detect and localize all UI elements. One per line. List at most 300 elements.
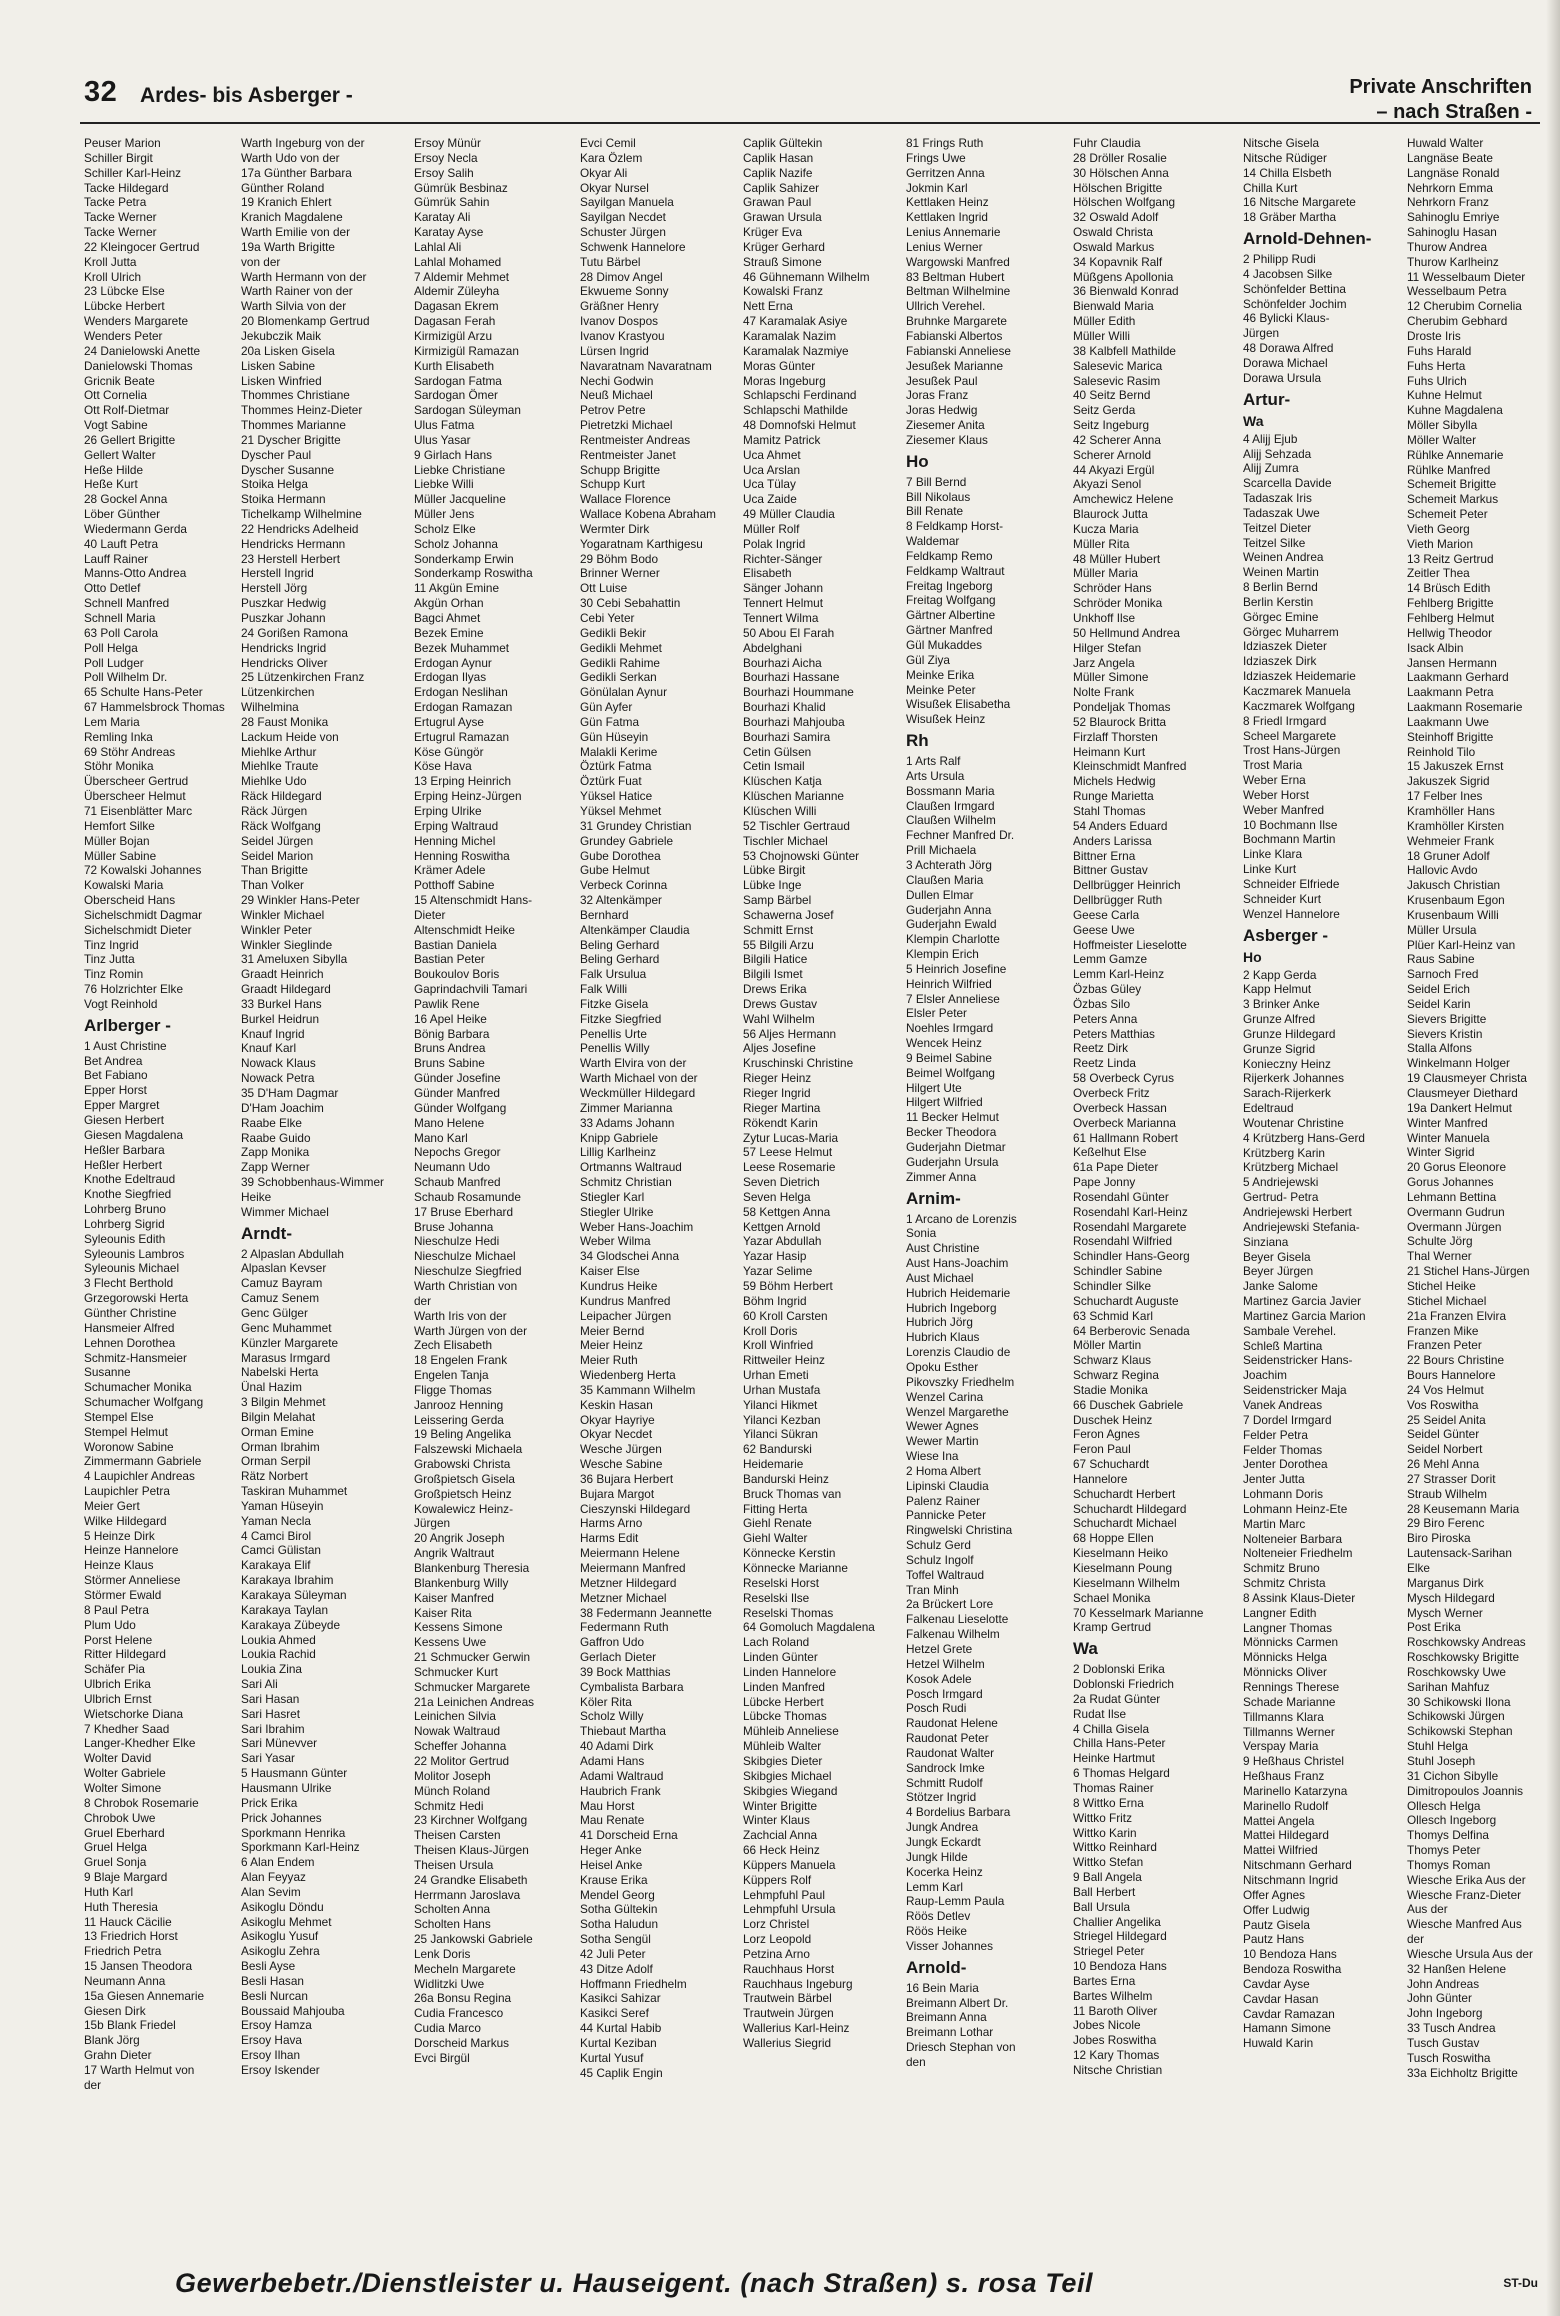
resident-entry: 61 Hallmann Robert	[1073, 1130, 1178, 1145]
resident-entry: Wallerius Siegrid	[743, 2036, 832, 2050]
resident-entry: Michels Hedwig	[1073, 774, 1156, 789]
resident-entry: 33 Burkel Hans	[241, 996, 322, 1011]
resident-entry: Caplik Hasan	[743, 150, 814, 165]
resident-entry: Caplik Sahizer	[743, 180, 820, 195]
resident-entry: Bruck Thomas van	[743, 1486, 842, 1501]
resident-entry: Sari Münevver	[241, 1736, 318, 1751]
resident-entry: Großpietsch Heinz	[414, 1486, 512, 1501]
resident-entry: Gedikli Serkan	[580, 670, 657, 685]
resident-entry: Grahn Dieter	[84, 2048, 152, 2063]
resident-entry: Schuchardt Herbert	[1073, 1486, 1176, 1501]
resident-entry: Sotha Sengül	[580, 1932, 651, 1947]
resident-entry: Meinke Erika	[906, 667, 975, 682]
resident-entry: Pape Jonny	[1073, 1175, 1136, 1190]
resident-entry: Yazar Abdullah	[743, 1234, 822, 1249]
resident-entry: Chrobok Uwe	[84, 1810, 156, 1825]
resident-entry: 17 Bruse Eberhard	[414, 1204, 514, 1219]
resident-entry: Brinner Werner	[580, 566, 660, 581]
resident-entry: Schmitt Rudolf	[906, 1775, 983, 1790]
resident-entry: Seidel Karin	[1407, 996, 1471, 1011]
resident-entry: 1 Arts Ralf	[906, 754, 961, 769]
resident-entry: Dagasan Ferah	[414, 314, 496, 329]
resident-entry: Drews Erika	[743, 982, 807, 997]
resident-entry: Metzner Michael	[580, 1590, 667, 1605]
resident-entry: Rosendahl Günter	[1073, 1189, 1169, 1204]
resident-entry: Heinze Klaus	[84, 1558, 154, 1573]
resident-entry: 24 Danielowski Anette	[84, 343, 201, 358]
resident-entry: Reetz Dirk	[1073, 1041, 1129, 1056]
resident-entry: Sotha Gültekin	[580, 1902, 658, 1917]
resident-entry: 13 Friedrich Horst	[84, 1929, 178, 1944]
resident-entry: Grunze Hildegard	[1243, 1026, 1336, 1041]
resident-entry: der	[84, 2077, 102, 2092]
resident-entry: Tillmanns Klara	[1243, 1709, 1324, 1724]
resident-entry: Hemfort Silke	[84, 818, 155, 833]
resident-entry: Hubrich Jörg	[906, 1315, 973, 1330]
resident-entry: Chilla Hans-Peter	[1073, 1736, 1166, 1751]
resident-entry: Elisabeth	[743, 566, 792, 581]
resident-entry: Müller Simone	[1073, 670, 1149, 685]
resident-entry: Winkler Sieglinde	[241, 937, 333, 952]
district-subheading: Wa	[1243, 412, 1264, 429]
resident-entry: Jürgen	[414, 1516, 451, 1531]
resident-entry: Andriejewski Stefania-	[1243, 1219, 1360, 1234]
resident-entry: Claußen Maria	[906, 872, 984, 887]
resident-entry: 22 Hendricks Adelheid	[241, 521, 359, 536]
street-heading: Arnim-	[906, 1188, 961, 1208]
resident-entry: Besli Ayse	[241, 1959, 296, 1974]
resident-entry: 19 Beling Angelika	[414, 1427, 512, 1442]
resident-entry: 12 Cherubim Cornelia	[1407, 299, 1522, 314]
resident-entry: Stuhl Joseph	[1407, 1753, 1476, 1768]
resident-entry: 18 Gräber Martha	[1243, 210, 1337, 225]
resident-entry: 55 Bilgili Arzu	[743, 937, 814, 952]
resident-entry: Räck Wolfgang	[241, 818, 321, 833]
section-heading-right	[1349, 75, 1532, 125]
resident-entry: Drews Gustav	[743, 996, 818, 1011]
resident-entry: Gerritzen Anna	[906, 165, 985, 180]
resident-entry: Aus der	[1407, 1902, 1448, 1917]
resident-entry: Sardogan Süleyman	[414, 403, 521, 418]
resident-entry: Weckmüller Hildegard	[580, 1086, 696, 1100]
resident-entry: 49 Müller Claudia	[743, 507, 835, 522]
resident-entry: Zech Elisabeth	[414, 1338, 493, 1353]
resident-entry: 7 Dordel Irmgard	[1243, 1412, 1332, 1427]
resident-entry: Janrooz Henning	[414, 1397, 504, 1412]
resident-entry: Sari Yasar	[241, 1751, 295, 1766]
resident-entry: Metzner Hildegard	[580, 1575, 677, 1590]
resident-entry: Thurow Karlheinz	[1407, 254, 1499, 269]
resident-entry: Wittko Karin	[1073, 1825, 1137, 1840]
resident-entry: Schaub Manfred	[414, 1175, 501, 1190]
resident-entry: 46 Gühnemann Wilhelm	[743, 269, 870, 284]
resident-entry: Schmitt Ernst	[743, 922, 814, 937]
resident-entry: Schmucker Kurt	[414, 1664, 498, 1679]
resident-entry: Wesche Jürgen	[580, 1442, 662, 1457]
resident-entry: Tennert Wilma	[743, 611, 819, 625]
resident-entry: Löber Günther	[84, 507, 161, 522]
resident-entry: Tacke Werner	[84, 225, 157, 240]
resident-entry: Kurtal Yusuf	[580, 2050, 644, 2065]
resident-entry: Kuhne Helmut	[1407, 388, 1482, 403]
resident-entry: Rauchhaus Horst	[743, 1961, 835, 1976]
resident-entry: Gedikli Bekir	[580, 625, 647, 640]
resident-entry: Sardogan Fatma	[414, 373, 502, 388]
resident-entry: Bruse Johanna	[414, 1219, 494, 1234]
resident-entry: 2 Kapp Gerda	[1243, 967, 1317, 982]
resident-entry: Dorawa Ursula	[1243, 370, 1322, 385]
resident-entry: Warth Silvia von der	[241, 299, 347, 314]
resident-entry: Lackum Heide von	[241, 729, 339, 744]
resident-entry: Posch Irmgard	[906, 1686, 983, 1701]
resident-entry: Sayilgan Necdet	[580, 210, 666, 225]
resident-entry: 43 Ditze Adolf	[580, 1961, 653, 1976]
resident-entry: Bruns Sabine	[414, 1056, 485, 1071]
resident-entry: Lübcke Herbert	[743, 1694, 824, 1709]
resident-entry: Schiller Birgit	[84, 150, 153, 165]
resident-entry: Schmucker Margarete	[414, 1679, 531, 1694]
resident-entry: Stempel Else	[84, 1409, 154, 1424]
resident-entry: Falszewski Michaela	[414, 1442, 523, 1457]
resident-entry: Steinhoff Brigitte	[1407, 729, 1494, 744]
resident-entry: Ott Rolf-Dietmar	[84, 403, 170, 418]
resident-entry: Bezek Emine	[414, 625, 484, 640]
resident-entry: Stiegler Karl	[580, 1189, 645, 1204]
resident-entry: Richter-Sänger	[743, 551, 823, 566]
resident-entry: 2 Doblonski Erika	[1073, 1662, 1165, 1677]
resident-entry: 24 Grandke Elisabeth	[414, 1872, 528, 1887]
resident-entry: 6 Alan Endem	[241, 1855, 315, 1870]
resident-entry: Tichelkamp Wilhelmine	[241, 507, 362, 522]
resident-entry: Kowalewicz Heinz-	[414, 1501, 513, 1516]
resident-entry: Overmann Jürgen	[1407, 1219, 1502, 1234]
resident-entry: Meinke Peter	[906, 682, 976, 697]
resident-entry: 67 Schuchardt	[1073, 1457, 1150, 1472]
resident-entry: Hendricks Ingrid	[241, 640, 327, 655]
resident-entry: 23 Herstell Herbert	[241, 551, 341, 566]
resident-entry: Gruel Eberhard	[84, 1825, 165, 1840]
resident-entry: Joachim	[1243, 1368, 1287, 1383]
resident-entry: Peuser Marion	[84, 136, 161, 150]
resident-entry: Nowack Klaus	[241, 1056, 316, 1071]
resident-entry: Blankenburg Theresia	[414, 1561, 530, 1575]
resident-entry: Raudonat Helene	[906, 1716, 998, 1731]
resident-entry: Ollesch Helga	[1407, 1798, 1481, 1813]
resident-entry: Moras Ingeburg	[743, 373, 826, 388]
resident-entry: Hubrich Heidemarie	[906, 1285, 1011, 1300]
resident-entry: Guderjahn Ursula	[906, 1154, 999, 1169]
resident-entry: Ball Ursula	[1073, 1899, 1131, 1914]
resident-entry: Lehmpfuhl Ursula	[743, 1902, 836, 1917]
resident-entry: Heisel Anke	[580, 1857, 643, 1872]
resident-entry: 33a Eichholtz Brigitte	[1407, 2065, 1518, 2080]
resident-entry: Rühlke Manfred	[1407, 462, 1491, 477]
resident-entry: Rittweiler Heinz	[743, 1353, 825, 1368]
resident-entry: Ringwelski Christina	[906, 1523, 1013, 1538]
resident-entry: Kaiser Rita	[414, 1605, 472, 1620]
resident-entry: Scholten Hans	[414, 1917, 491, 1932]
resident-entry: Heßler Barbara	[84, 1142, 165, 1157]
resident-entry: Schmitz Bruno	[1243, 1561, 1320, 1576]
resident-entry: 64 Berberovic Senada	[1073, 1323, 1190, 1338]
resident-entry: 16 Nitsche Margarete	[1243, 195, 1356, 210]
resident-entry: Roschkowsky Uwe	[1407, 1664, 1506, 1679]
resident-entry: 45 Caplik Engin	[580, 2065, 663, 2080]
resident-entry: Liebke Christiane	[414, 462, 506, 477]
resident-entry: Wiesche Manfred Aus	[1407, 1917, 1522, 1932]
resident-entry: Karakaya Elif	[241, 1558, 311, 1573]
resident-entry: 21 Dyscher Brigitte	[241, 432, 341, 447]
directory-column-1	[84, 136, 234, 2093]
resident-entry: John Ingeborg	[1407, 2006, 1483, 2021]
resident-entry: Ertugrul Ramazan	[414, 729, 510, 744]
resident-entry: Driesch Stephan von	[906, 2040, 1016, 2055]
resident-entry: Giehl Renate	[743, 1516, 812, 1531]
resident-entry: Seitz Gerda	[1073, 403, 1136, 418]
resident-entry: Kieselmann Poung	[1073, 1561, 1173, 1575]
resident-entry: Biro Piroska	[1407, 1531, 1471, 1546]
resident-entry: Karamalak Nazmiye	[743, 343, 849, 358]
resident-entry: Grawan Paul	[743, 195, 812, 210]
resident-entry: Linke Klara	[1243, 847, 1303, 862]
resident-entry: Karakaya Taylan	[241, 1602, 329, 1617]
resident-entry: Uca Zaide	[743, 492, 797, 507]
resident-entry: 69 Stöhr Andreas	[84, 744, 176, 759]
resident-entry: Uca Tülay	[743, 477, 796, 492]
resident-entry: Hoffmann Friedhelm	[580, 1976, 687, 1991]
resident-entry: Boussaid Mahjouba	[241, 2003, 345, 2018]
resident-entry: Gün Ayfer	[580, 700, 633, 715]
resident-entry: Köler Rita	[580, 1694, 632, 1709]
resident-entry: Klempin Erich	[906, 947, 979, 962]
resident-entry: 35 Kammann Wilhelm	[580, 1382, 696, 1397]
resident-entry: Erping Heinz-Jürgen	[414, 789, 522, 804]
resident-entry: Kaczmarek Manuela	[1243, 684, 1351, 698]
resident-entry: Raabe Elke	[241, 1115, 302, 1130]
resident-entry: Lisken Winfried	[241, 373, 322, 388]
resident-entry: Palenz Rainer	[906, 1493, 981, 1508]
resident-entry: Beling Gerhard	[580, 937, 660, 952]
resident-entry: der	[414, 1293, 432, 1308]
resident-entry: Stichel Heike	[1407, 1278, 1476, 1293]
resident-entry: Schupp Brigitte	[580, 462, 661, 477]
resident-entry: Genc Gülger	[241, 1305, 308, 1320]
resident-entry: Lahlal Ali	[414, 239, 462, 254]
resident-entry: Kleinschmidt Manfred	[1073, 759, 1187, 774]
resident-entry: Lohrberg Sigrid	[84, 1216, 165, 1231]
resident-entry: Chilla Kurt	[1243, 180, 1298, 195]
resident-entry: Martinez Garcia Marion	[1243, 1308, 1366, 1323]
resident-entry: Blankenburg Willy	[414, 1575, 509, 1590]
resident-entry: Pautz Hans	[1243, 1932, 1304, 1947]
resident-entry: Tadaszak Uwe	[1243, 505, 1320, 520]
resident-entry: Straub Wilhelm	[1407, 1486, 1487, 1501]
resident-entry: Gümrük Besbinaz	[414, 180, 508, 195]
resident-entry: Grawan Ursula	[743, 210, 822, 225]
resident-entry: Hubrich Klaus	[906, 1330, 980, 1345]
resident-entry: Wallerius Karl-Heinz	[743, 2021, 850, 2036]
resident-entry: Malakli Kerime	[580, 744, 658, 759]
resident-entry: Lützenkirchen	[241, 685, 315, 700]
resident-entry: Giesen Dirk	[84, 2003, 146, 2018]
resident-entry: Bilgin Melahat	[241, 1409, 316, 1424]
resident-entry: 40 Lauft Petra	[84, 536, 159, 551]
resident-entry: Kucza Maria	[1073, 521, 1139, 536]
resident-entry: Jarz Angela	[1073, 655, 1135, 670]
resident-entry: 29 Winkler Hans-Peter	[241, 893, 360, 908]
resident-entry: 38 Kalbfell Mathilde	[1073, 343, 1176, 358]
resident-entry: Meier Heinz	[580, 1338, 643, 1353]
resident-entry: Kranich Magdalene	[241, 210, 343, 225]
resident-entry: Cudia Francesco	[414, 2006, 504, 2021]
resident-entry: 76 Holzrichter Elke	[84, 982, 184, 997]
resident-entry: Sänger Johann	[743, 581, 824, 596]
resident-entry: Hetzel Grete	[906, 1642, 973, 1656]
resident-entry: Samp Bärbel	[743, 893, 812, 908]
resident-entry: 52 Tischler Gertraud	[743, 818, 850, 833]
resident-entry: Doblonski Friedrich	[1073, 1677, 1174, 1692]
resident-entry: Fitting Herta	[743, 1501, 808, 1516]
resident-entry: Schmitz-Hansmeier	[84, 1350, 187, 1365]
resident-entry: Overbeck Marianna	[1073, 1115, 1176, 1130]
resident-entry: Skibgies Wiegand	[743, 1783, 838, 1798]
resident-entry: Guderjahn Ewald	[906, 917, 997, 932]
resident-entry: Wenders Margarete	[84, 314, 189, 329]
resident-entry: Köse Güngör	[414, 744, 484, 759]
resident-entry: 20 Blomenkamp Gertrud	[241, 314, 370, 329]
resident-entry: Wallace Kobena Abraham	[580, 507, 716, 522]
resident-entry: Kurth Elisabeth	[414, 358, 495, 373]
resident-entry: Linden Manfred	[743, 1679, 825, 1694]
resident-entry: Zimmer Marianna	[580, 1100, 673, 1115]
resident-entry: 21a Leinichen Andreas	[414, 1694, 535, 1709]
resident-entry: Bill Renate	[906, 504, 964, 519]
resident-entry: Seidel Günter	[1407, 1427, 1480, 1442]
resident-entry: Müller Rolf	[743, 521, 800, 536]
resident-entry: Laakmann Uwe	[1407, 714, 1489, 729]
resident-entry: Rentmeister Janet	[580, 447, 676, 462]
resident-entry: 22 Kleingocer Gertrud	[84, 239, 200, 254]
resident-entry: 16 Bein Maria	[906, 1980, 979, 1995]
resident-entry: Thal Werner	[1407, 1249, 1472, 1264]
resident-entry: Gruel Helga	[84, 1840, 147, 1855]
resident-entry: Lenius Annemarie	[906, 225, 1001, 240]
resident-entry: 21 Stichel Hans-Jürgen	[1407, 1264, 1530, 1279]
resident-entry: Aust Michael	[906, 1270, 974, 1285]
resident-entry: Schröder Monika	[1073, 596, 1163, 611]
resident-entry: Gerlach Dieter	[580, 1650, 657, 1665]
resident-entry: Jobes Roswitha	[1073, 2033, 1157, 2048]
resident-entry: 28 Keusemann Maria	[1407, 1501, 1520, 1516]
resident-entry: Zapp Werner	[241, 1160, 310, 1175]
page-number: 32	[84, 76, 118, 108]
resident-entry: Nitschmann Gerhard	[1243, 1858, 1352, 1873]
directory-column-3	[414, 136, 572, 2066]
resident-entry: Seidel Marion	[241, 848, 314, 863]
resident-entry: Reetz Linda	[1073, 1056, 1136, 1071]
resident-entry: Knauf Karl	[241, 1041, 297, 1056]
header-rule	[80, 122, 1540, 124]
directory-column-2	[241, 136, 396, 2078]
resident-entry: Müller Rita	[1073, 536, 1130, 551]
resident-entry: Hannelore	[1073, 1471, 1128, 1486]
resident-entry: Keßelhut Else	[1073, 1145, 1147, 1160]
resident-entry: Henning Michel	[414, 833, 496, 848]
resident-entry: Günder Wolfgang	[414, 1100, 507, 1115]
directory-column-8	[1243, 136, 1405, 2051]
resident-entry: Alan Feyyaz	[241, 1870, 306, 1885]
resident-entry: Wenzel Hannelore	[1243, 906, 1340, 921]
resident-entry: Nowack Petra	[241, 1071, 315, 1086]
resident-entry: Bill Nikolaus	[906, 489, 971, 504]
resident-entry: Linden Hannelore	[743, 1664, 837, 1679]
resident-entry: 59 Böhm Herbert	[743, 1278, 833, 1293]
resident-entry: Geese Uwe	[1073, 922, 1135, 937]
resident-entry: 48 Domnofski Helmut	[743, 418, 856, 433]
street-heading: Arlberger -	[84, 1015, 171, 1035]
resident-entry: Becker Theodora	[906, 1125, 997, 1140]
resident-entry: 3 Flecht Berthold	[84, 1276, 174, 1291]
resident-entry: Fehlberg Brigitte	[1407, 596, 1494, 611]
resident-entry: 15 Jansen Theodora	[84, 1959, 193, 1974]
resident-entry: Winkelmann Holger	[1407, 1056, 1510, 1071]
resident-entry: Kieselmann Wilhelm	[1073, 1575, 1180, 1590]
resident-entry: Teitzel Silke	[1243, 535, 1306, 550]
resident-entry: Pondeljak Thomas	[1073, 700, 1171, 715]
resident-entry: Cavdar Ayse	[1243, 1976, 1310, 1991]
resident-entry: Ott Cornelia	[84, 388, 147, 403]
resident-entry: Marinello Katarzyna	[1243, 1783, 1348, 1798]
resident-entry: 24 Vos Helmut	[1407, 1382, 1484, 1397]
resident-entry: Ivanov Krastyou	[580, 328, 665, 343]
resident-entry: Seven Helga	[743, 1189, 811, 1204]
resident-entry: Bruhnke Margarete	[906, 314, 1007, 329]
resident-entry: 32 Hanßen Helene	[1407, 1961, 1507, 1976]
resident-entry: Karakaya Süleyman	[241, 1588, 347, 1602]
resident-entry: Trost Hans-Jürgen	[1243, 743, 1341, 758]
resident-entry: Hubrich Ingeborg	[906, 1300, 997, 1315]
resident-entry: Firzlaff Thorsten	[1073, 729, 1158, 744]
resident-entry: Nabelski Herta	[241, 1365, 319, 1380]
resident-entry: 25 Seidel Anita	[1407, 1412, 1486, 1427]
resident-entry: Seidel Norbert	[1407, 1442, 1483, 1457]
resident-entry: Kapp Helmut	[1243, 982, 1312, 997]
resident-entry: 63 Poll Carola	[84, 625, 159, 640]
resident-entry: Heinrich Wilfried	[906, 976, 992, 991]
directory-column-7	[1073, 136, 1233, 2078]
resident-entry: Raup-Lemm Paula	[906, 1894, 1005, 1909]
resident-entry: von der	[241, 254, 281, 269]
resident-entry: Guderjahn Anna	[906, 902, 992, 917]
resident-entry: 17a Günther Barbara	[241, 165, 352, 180]
resident-entry: 11 Wesselbaum Dieter	[1407, 269, 1526, 284]
resident-entry: Gül Mukaddes	[906, 638, 983, 652]
resident-entry: Reinhold Tilo	[1407, 744, 1476, 759]
resident-entry: Räck Hildegard	[241, 789, 322, 804]
resident-entry: Prick Johannes	[241, 1810, 322, 1825]
resident-entry: Krusenbaum Willi	[1407, 907, 1499, 922]
resident-entry: Puszkar Johann	[241, 611, 326, 625]
resident-entry: Meiermann Helene	[580, 1546, 680, 1561]
resident-entry: Fabianski Anneliese	[906, 343, 1011, 358]
resident-entry: Lohmann Doris	[1243, 1487, 1323, 1502]
resident-entry: Langner Edith	[1243, 1605, 1317, 1620]
resident-entry: Theisen Carsten	[414, 1828, 501, 1843]
resident-entry: Mendel Georg	[580, 1887, 655, 1902]
resident-entry: Schindler Silke	[1073, 1278, 1152, 1293]
resident-entry: 5 Heinze Dirk	[84, 1528, 155, 1543]
resident-entry: 4 Chilla Gisela	[1073, 1721, 1150, 1736]
